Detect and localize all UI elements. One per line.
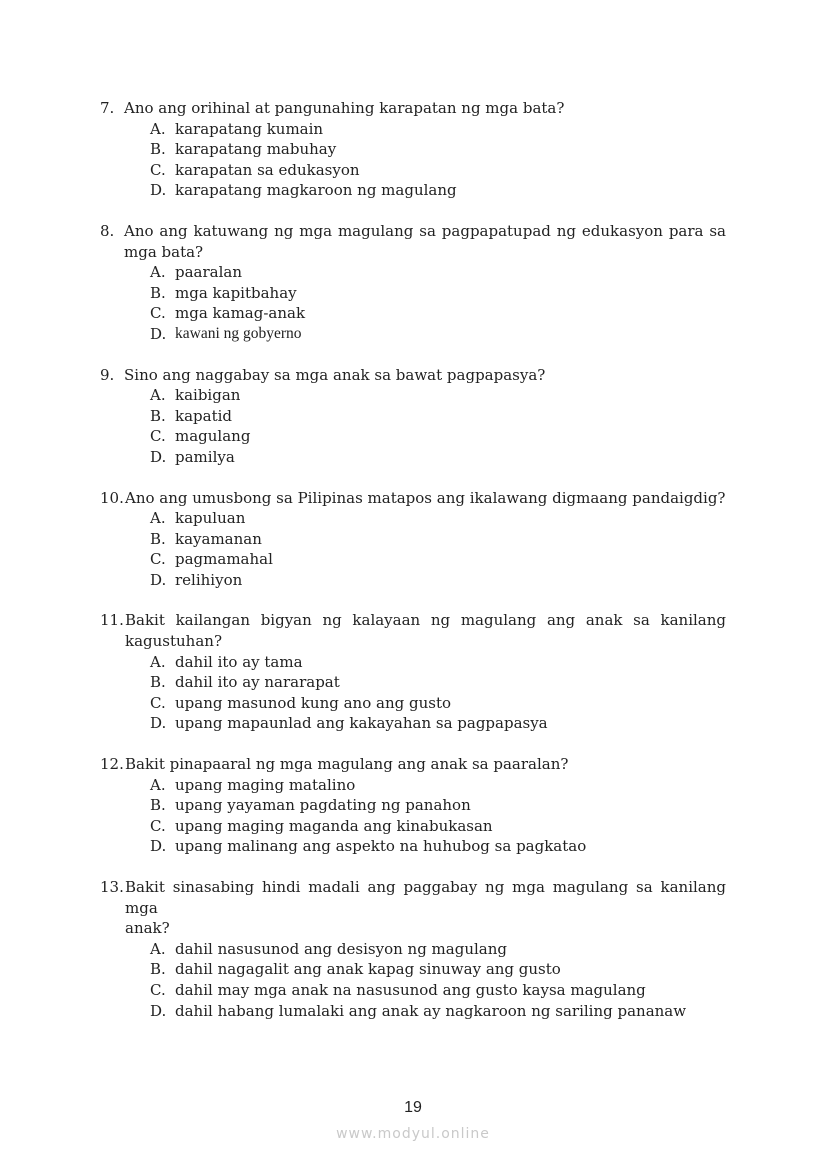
option-d (100, 180, 726, 201)
option-text: upang maging maganda ang kinabukasan (175, 816, 493, 835)
option-text: upang mapaunlad ang kakayahan sa pagpapasya (175, 714, 548, 733)
option-c (100, 303, 726, 324)
option-text: karapatang magkaroon ng magulang (175, 181, 457, 200)
options-list (100, 385, 726, 467)
option-letter: D. (150, 447, 167, 466)
option-b (100, 959, 726, 980)
option-text: dahil ito ay tama (175, 652, 303, 671)
question-text-continuation: mga bata? (124, 242, 204, 261)
question-7 (100, 98, 726, 201)
option-letter: D. (150, 324, 167, 343)
option-letter: C. (150, 304, 166, 323)
question-text-continuation: kagustuhan? (125, 632, 222, 651)
options-list (100, 119, 726, 201)
option-d (100, 1001, 726, 1022)
option-text: dahil nagagalit ang anak kapag sinuway ang gusto (175, 960, 561, 979)
question-number: 12. (100, 755, 124, 774)
option-a (100, 939, 726, 960)
option-letter: C. (150, 980, 166, 999)
question-list (100, 98, 726, 1041)
option-text: karapatang mabuhay (175, 140, 337, 159)
option-letter: B. (150, 796, 166, 815)
watermark: www.modyul.online (336, 1126, 490, 1142)
option-text: karapatang kumain (175, 119, 324, 138)
option-text: pagmamahal (175, 550, 273, 569)
option-letter: C. (150, 816, 166, 835)
options-list (100, 262, 726, 344)
option-b (100, 406, 726, 427)
option-letter: C. (150, 693, 166, 712)
options-list (100, 775, 726, 857)
option-letter: A. (150, 775, 166, 794)
option-letter: A. (150, 119, 166, 138)
option-letter: D. (150, 181, 167, 200)
option-text: upang masunod kung ano ang gusto (175, 693, 451, 712)
options-list (100, 652, 726, 734)
option-letter: B. (150, 406, 166, 425)
question-text: Sino ang naggabay sa mga anak sa bawat pagpapasya? (124, 365, 546, 384)
question-9 (100, 365, 726, 468)
option-letter: B. (150, 283, 166, 302)
option-c (100, 693, 726, 714)
option-text: kapatid (175, 406, 233, 425)
page-number: 19 (404, 1099, 422, 1116)
option-d (100, 570, 726, 591)
question-number: 11. (100, 611, 124, 630)
option-letter: A. (150, 509, 166, 528)
question-text: Ano ang umusbong sa Pilipinas matapos ang ikalawang digmaang pandaigdig? (125, 488, 726, 507)
option-letter: B. (150, 673, 166, 692)
option-b (100, 283, 726, 304)
option-a (100, 119, 726, 140)
option-text: dahil may mga anak na nasusunod ang gusto kaysa magulang (175, 980, 646, 999)
option-text: dahil nasusunod ang desisyon ng magulang (175, 939, 507, 958)
question-12 (100, 754, 726, 857)
option-letter: C. (150, 160, 166, 179)
option-d (100, 836, 726, 857)
option-text: kaibigan (175, 386, 241, 405)
option-b (100, 529, 726, 550)
option-d (100, 713, 726, 734)
option-text: paaralan (175, 263, 243, 282)
option-text: dahil ito ay nararapat (175, 673, 340, 692)
option-text: kawani ng gobyerno (175, 324, 302, 342)
question-text-continuation: anak? (125, 919, 170, 938)
option-text: magulang (175, 427, 251, 446)
question-number: 7. (100, 99, 115, 117)
question-text: Ano ang katuwang ng mga magulang sa pagpapatupad ng edukasyon para sa (124, 221, 726, 240)
option-text: karapatan sa edukasyon (175, 160, 360, 179)
option-a (100, 385, 726, 406)
question-text: Ano ang orihinal at pangunahing karapatan ng mga bata? (124, 99, 565, 117)
question-10 (100, 488, 726, 591)
question-text: Bakit pinapaaral ng mga magulang ang anak sa paaralan? (125, 755, 569, 774)
option-c (100, 980, 726, 1001)
option-text: pamilya (175, 447, 235, 466)
option-a (100, 262, 726, 283)
option-letter: A. (150, 939, 166, 958)
option-a (100, 775, 726, 796)
option-letter: C. (150, 427, 166, 446)
option-text: upang yayaman pagdating ng panahon (175, 796, 471, 815)
options-list (100, 508, 726, 590)
option-c (100, 160, 726, 181)
option-text: relihiyon (175, 570, 243, 589)
option-text: mga kapitbahay (175, 283, 297, 302)
option-b (100, 795, 726, 816)
option-d (100, 447, 726, 468)
option-text: upang maging matalino (175, 775, 356, 794)
question-13 (100, 877, 726, 1021)
option-c (100, 549, 726, 570)
option-letter: D. (150, 570, 167, 589)
options-list (100, 939, 726, 1021)
option-text: mga kamag-anak (175, 304, 306, 323)
option-text: upang malinang ang aspekto na huhubog sa pagkatao (175, 837, 587, 856)
question-number: 10. (100, 488, 124, 507)
option-letter: A. (150, 652, 166, 671)
option-c (100, 426, 726, 447)
option-letter: D. (150, 1001, 167, 1020)
option-text: kapuluan (175, 509, 246, 528)
option-text: dahil habang lumalaki ang anak ay nagkaroon ng sariling pananaw (175, 1001, 687, 1020)
option-a (100, 508, 726, 529)
question-number: 13. (100, 878, 124, 896)
option-letter: B. (150, 140, 166, 159)
option-letter: B. (150, 960, 166, 979)
option-letter: A. (150, 386, 166, 405)
option-letter: A. (150, 263, 166, 282)
question-number: 8. (100, 221, 115, 240)
option-a (100, 652, 726, 673)
option-letter: D. (150, 837, 167, 856)
option-letter: C. (150, 550, 166, 569)
question-text: Bakit kailangan bigyan ng kalayaan ng magulang ang anak sa kanilang (125, 611, 726, 630)
option-c (100, 816, 726, 837)
option-letter: B. (150, 529, 166, 548)
question-text: Bakit sinasabing hindi madali ang paggabay ng mga magulang sa kanilang mga (125, 878, 726, 917)
question-number: 9. (100, 365, 115, 384)
option-b (100, 672, 726, 693)
question-11 (100, 610, 726, 734)
option-letter: D. (150, 714, 167, 733)
option-b (100, 139, 726, 160)
question-8 (100, 221, 726, 345)
option-d (100, 324, 726, 345)
option-text: kayamanan (175, 529, 262, 548)
